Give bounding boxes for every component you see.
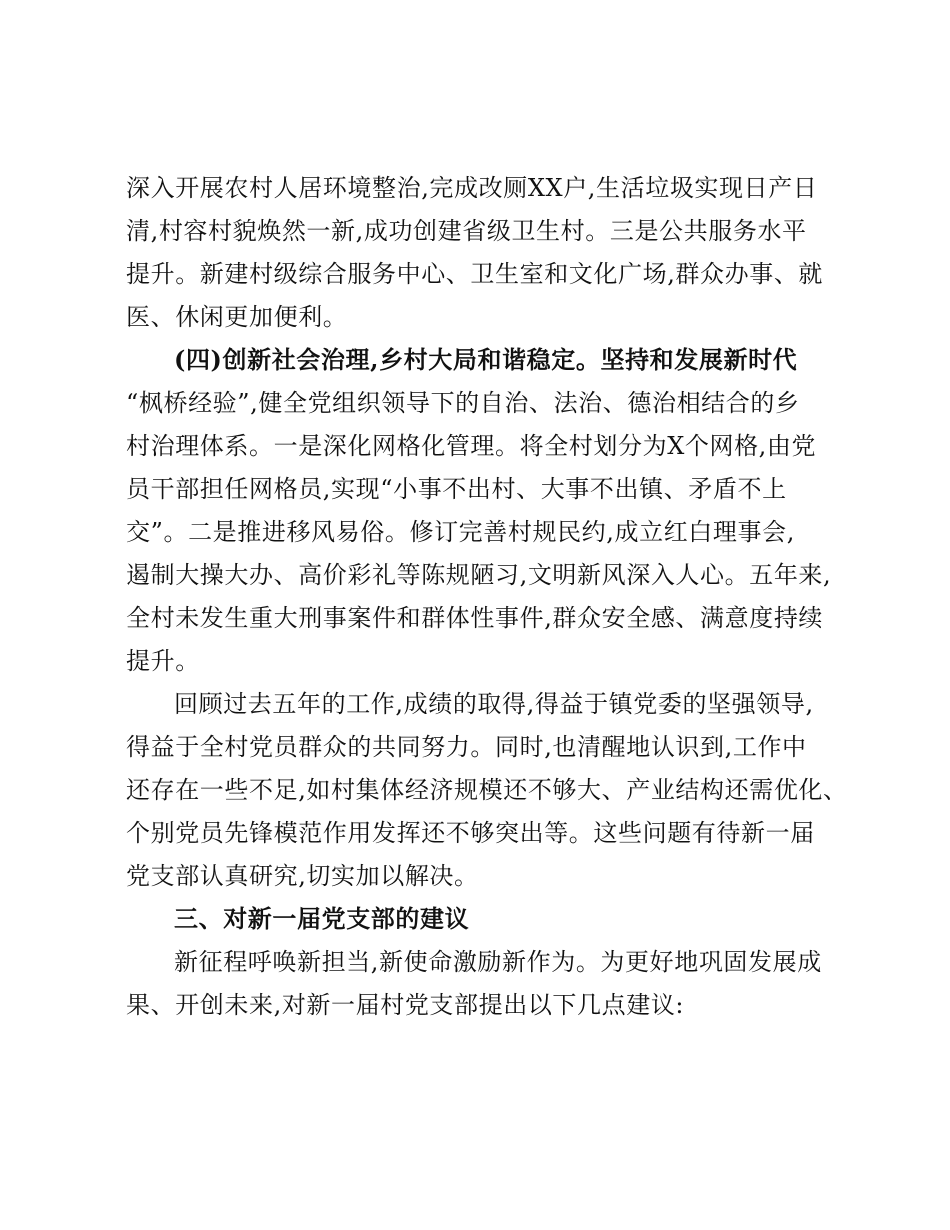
paragraph-line: 党支部认真研究,切实加以解决。 bbox=[126, 862, 479, 890]
section-heading: 三、对新一届党支部的建议 bbox=[174, 904, 470, 933]
paragraph-line: 清,村容村貌焕然一新,成功创建省级卫生村。三是公共服务水平 bbox=[126, 217, 807, 245]
paragraph-line: 遏制大操大办、高价彩礼等陈规陋习,文明新风深入人心。五年来, bbox=[126, 561, 832, 589]
paragraph-line: 回顾过去五年的工作,成绩的取得,得益于镇党委的坚强领导, bbox=[174, 690, 814, 718]
paragraph-line: 提升。 bbox=[126, 647, 200, 675]
paragraph-line: 还存在一些不足,如村集体经济规模还不够大、产业结构还需优化、 bbox=[126, 776, 848, 804]
paragraph-line: 全村未发生重大刑事案件和群体性事件,群众安全感、满意度持续 bbox=[126, 604, 824, 632]
section-subheading-line: (四)创新社会治理,乡村大局和谐稳定。坚持和发展新时代 bbox=[174, 345, 798, 374]
paragraph-line: 交”。二是推进移风易俗。修订完善村规民约,成立红白理事会, bbox=[126, 518, 795, 546]
paragraph-line: 得益于全村党员群众的共同努力。同时,也清醒地认识到,工作中 bbox=[126, 733, 807, 761]
paragraph-line: 新征程呼唤新担当,新使命激励新作为。为更好地巩固发展成 bbox=[174, 948, 822, 976]
paragraph-line: 员干部担任网格员,实现“小事不出村、大事不出镇、矛盾不上 bbox=[126, 475, 787, 503]
paragraph-line: 医、休闲更加便利。 bbox=[126, 303, 348, 331]
paragraph-line: 村治理体系。一是深化网格化管理。将全村划分为X个网格,由党 bbox=[126, 432, 817, 460]
paragraph-line: 深入开展农村人居环境整治,完成改厕XX户,生活垃圾实现日产日 bbox=[126, 174, 818, 202]
paragraph-line: 果、开创未来,对新一届村党支部提出以下几点建议: bbox=[126, 991, 685, 1019]
paragraph-line: 个别党员先锋模范作用发挥还不够突出等。这些问题有待新一届 bbox=[126, 819, 815, 847]
paragraph-line: 提升。新建村级综合服务中心、卫生室和文化广场,群众办事、就 bbox=[126, 260, 824, 288]
paragraph-line: “枫桥经验”,健全党组织领导下的自治、法治、德治相结合的乡 bbox=[126, 389, 800, 417]
